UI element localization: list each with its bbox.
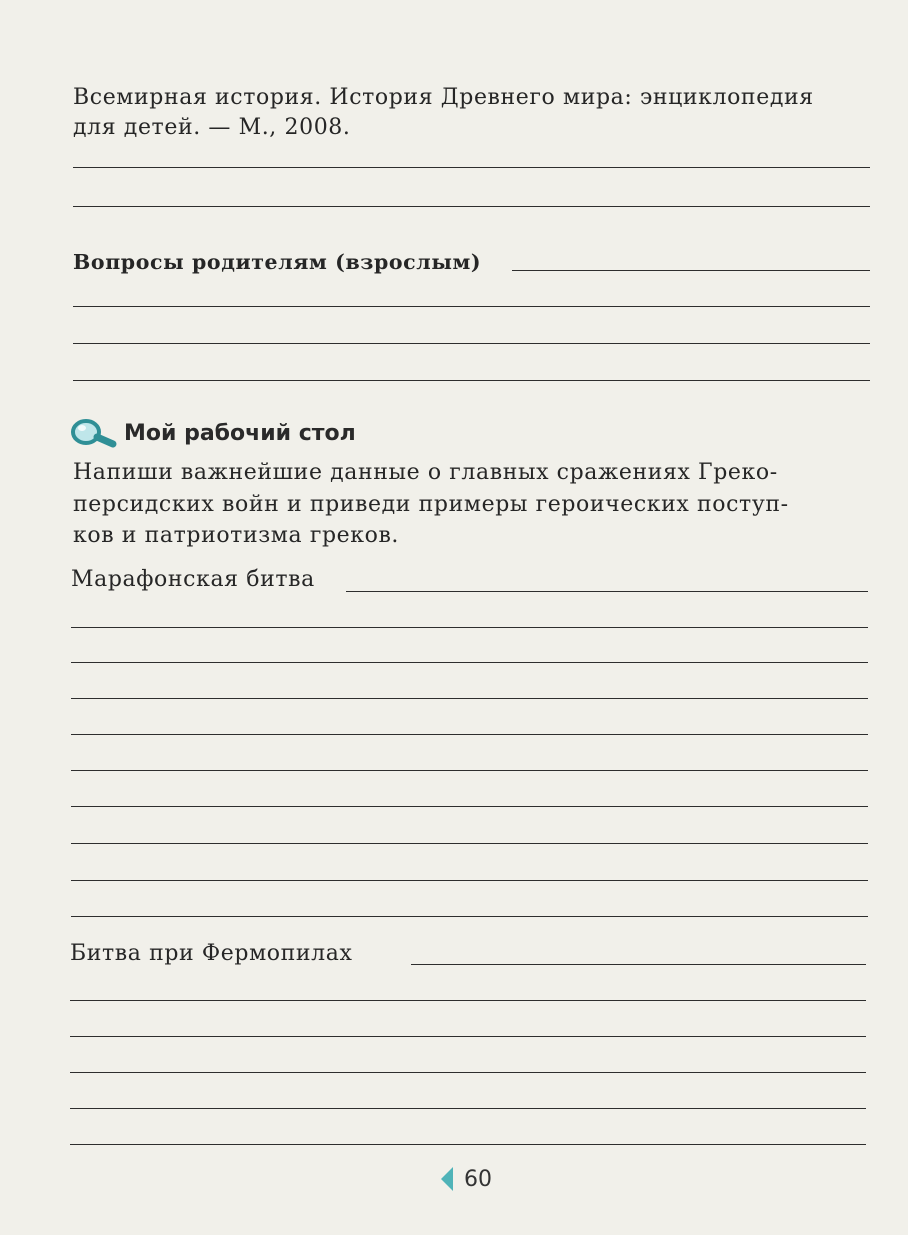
- page-number: 60: [464, 1166, 492, 1192]
- thermopylae-label: Битва при Фермопилах: [70, 941, 353, 966]
- answer-line[interactable]: [73, 343, 870, 344]
- workspace-title: Мой рабочий стол: [124, 420, 356, 446]
- task-line-1: Напиши важнейшие данные о главных сражениях Греко-: [73, 460, 778, 485]
- answer-line[interactable]: [71, 662, 868, 663]
- triangle-left-icon: [440, 1166, 454, 1192]
- bibliography-line-2: для детей. — М., 2008.: [73, 115, 351, 140]
- answer-line[interactable]: [70, 1036, 866, 1037]
- answer-line[interactable]: [73, 306, 870, 307]
- answer-line[interactable]: [70, 1072, 866, 1073]
- answer-line[interactable]: [73, 206, 870, 207]
- answer-line[interactable]: [71, 880, 868, 881]
- answer-line[interactable]: [71, 627, 868, 628]
- answer-line[interactable]: [70, 1000, 866, 1001]
- answer-line[interactable]: [71, 806, 868, 807]
- answer-line[interactable]: [346, 591, 868, 592]
- marathon-label: Марафонская битва: [71, 567, 315, 592]
- answer-line[interactable]: [70, 1108, 866, 1109]
- page-footer: [440, 1166, 492, 1192]
- answer-line[interactable]: [71, 843, 868, 844]
- bibliography-line-1: Всемирная история. История Древнего мира: энциклопедия: [73, 85, 814, 110]
- answer-line[interactable]: [70, 1144, 866, 1145]
- answer-line[interactable]: [411, 964, 866, 965]
- answer-line[interactable]: [71, 734, 868, 735]
- task-line-3: ков и патриотизма греков.: [73, 523, 400, 548]
- answer-line[interactable]: [71, 916, 868, 917]
- answer-line[interactable]: [71, 698, 868, 699]
- parents-questions-label: Вопросы родителям (взрослым): [73, 250, 482, 274]
- answer-line[interactable]: [73, 380, 870, 381]
- answer-line[interactable]: [512, 270, 870, 271]
- answer-line[interactable]: [71, 770, 868, 771]
- answer-line[interactable]: [73, 167, 870, 168]
- task-line-2: персидских войн и приведи примеры героических поступ-: [73, 492, 789, 517]
- magnifier-icon: [70, 417, 118, 449]
- workspace-heading: [70, 413, 356, 453]
